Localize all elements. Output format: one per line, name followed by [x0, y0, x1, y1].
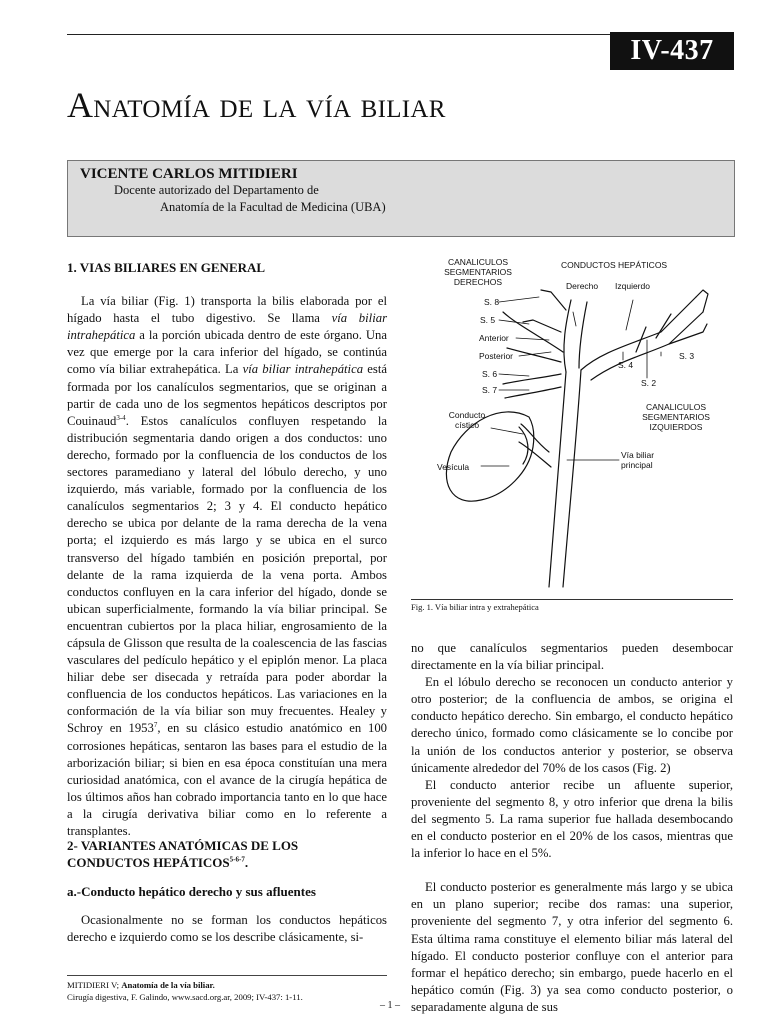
- section2-paragraph: Ocasionalmente no se forman los conductos hepáticos derecho e izquierdo como se los describe clásicamente, si-: [67, 913, 387, 945]
- leader-s8: [499, 297, 539, 302]
- label-line: DERECHOS: [453, 277, 503, 287]
- label-s4: S. 4: [618, 360, 634, 370]
- section1: [67, 259, 387, 840]
- right-duct-left-edge: [564, 300, 571, 372]
- right-duct-right-edge: [579, 302, 587, 368]
- label-line: SEGMENTARIOS: [642, 412, 710, 422]
- section1-heading: 1. VIAS BILIARES EN GENERAL: [67, 260, 266, 275]
- figure-caption: Fig. 1. Vía biliar intra y extrahepática: [411, 602, 539, 612]
- label-vesicula: Vesícula: [437, 462, 470, 472]
- branch-s7: [505, 387, 561, 398]
- label-line: CANALICULOS: [646, 402, 706, 412]
- paragraph: no que canalículos segmentarios pueden desembocar directamente en la vía biliar principal.: [411, 641, 733, 673]
- main-duct-right-edge: [563, 370, 581, 587]
- section2-heading: [67, 837, 387, 871]
- figure-1: [411, 252, 733, 604]
- heading-line: 2- VARIANTES ANATÓMICAS DE LOS: [67, 838, 299, 853]
- label-line: CANALICULOS: [448, 257, 508, 267]
- leader-s6: [499, 374, 529, 376]
- text-run: está formada por los canalículos segmentarios, que se originan a partir de cada uno de los segmentos hepáticos descriptos por Couinaud: [67, 362, 387, 428]
- footer-source: Cirugía digestiva, F. Galindo, www.sacd.org.ar, 2009; IV-437: 1-11.: [67, 992, 303, 1002]
- italic-term: vía biliar intrahepática: [242, 362, 364, 377]
- leader-derecho: [573, 312, 576, 326]
- paragraph: El conducto posterior es generalmente más largo y se ubica en un plano superior; recibe dos ramas: una superior, proveniente del segmento 7, y otra inferior del segmento 6. Esta última rama constituye el elemento biliar más lateral del hígado. El conducto posterior confluye con el anterior para formar el hepático derecho; sin embargo, puede hacerlo en el hepático común (Fig. 3) ya sea como conducto posterior, o separadamente alguna de sus: [411, 880, 733, 1014]
- leader-izquierdo: [626, 300, 633, 330]
- footer-title: Anatomía de la vía biliar.: [121, 980, 215, 990]
- label-s5: S. 5: [480, 315, 496, 325]
- page-title: Anatomía de la vía biliar: [67, 85, 446, 125]
- section2: [67, 837, 387, 946]
- reference-sup: 7: [153, 721, 158, 730]
- paragraph: El conducto anterior recibe un afluente superior, proveniente del segmento 8, y otro inferior que drena la bilis del segmento 5. La rama superior fue hallada desembocando en el conducto posterior en el 20% de los casos, mientras que la inferior lo hace en el 5%.: [411, 777, 733, 861]
- text-run: La vía biliar (Fig. 1) transporta la bilis elaborada por el hígado hasta el tubo digestivo. Se llama: [67, 294, 387, 326]
- branch-anterior: [503, 312, 563, 352]
- section2-subheading: a.-Conducto hepático derecho y sus afluentes: [67, 884, 316, 900]
- footer-author: MITIDIERI V;: [67, 980, 122, 990]
- label-line: cístico: [454, 420, 480, 430]
- cystic-duct-upper: [521, 424, 549, 452]
- label-s2: S. 2: [641, 378, 657, 388]
- label-posterior: Posterior: [479, 351, 514, 361]
- label-line: principal: [621, 460, 653, 470]
- page-number: – 1 –: [380, 1000, 400, 1011]
- label-via-biliar-principal: [621, 450, 654, 470]
- author-name: VICENTE CARLOS MITIDIERI: [80, 166, 298, 182]
- italic-term: vía biliar intrahepática: [67, 311, 388, 343]
- branch-s3: [669, 324, 707, 344]
- main-duct-left-edge: [549, 372, 566, 587]
- label-s7: S. 7: [482, 385, 498, 395]
- label-line: IZQUIERDOS: [649, 422, 703, 432]
- label-canaliculos-derechos: [419, 257, 537, 287]
- paragraph: En el lóbulo derecho se reconocen un conducto anterior y otro posterior; de la confluencia de ambos, se origina el conducto hepático derecho. Sin embargo, el conducto hepático derecho único, formado como clásicamente se lo concibe por la unión de los conductos anterior y posterior, se observa únicamente alrededor del 70% de los casos (Fig. 2): [411, 675, 733, 775]
- right-column: [411, 640, 733, 1016]
- label-conductos-hepaticos: CONDUCTOS HEPÁTICOS: [561, 260, 668, 270]
- leader-anterior: [516, 338, 549, 340]
- label-derecho: Derecho: [566, 281, 599, 291]
- branch-s4: [636, 327, 646, 352]
- section1-paragraph: [67, 293, 387, 840]
- label-izquierdo: Izquierdo: [615, 281, 650, 291]
- label-anterior: Anterior: [479, 333, 509, 343]
- branch-s6: [503, 374, 561, 384]
- branch-posterior: [507, 348, 561, 362]
- heading-line: CONDUCTOS HEPÁTICOS: [67, 855, 230, 871]
- reference-sup: 3-4: [116, 413, 126, 422]
- author-affiliation-line1: Docente autorizado del Departamento de: [114, 183, 319, 197]
- left-duct-tip: [696, 290, 708, 312]
- heading-end: .: [244, 855, 249, 871]
- label-line: SEGMENTARIOS: [444, 267, 512, 277]
- author-affiliation-line2: Anatomía de la Facultad de Medicina (UBA): [160, 200, 386, 214]
- label-canaliculos-izquierdos: [631, 402, 721, 432]
- footer-rule: [67, 975, 387, 976]
- text-run: a la porción ubicada dentro de este órgano. Una vez que emerge por la cara inferior del hígado, se continúa como vía biliar extrahepática. La: [67, 328, 387, 377]
- label-s8: S. 8: [484, 297, 500, 307]
- label-s3: S. 3: [679, 351, 695, 361]
- document-code: IV-437: [610, 32, 734, 70]
- figure-rule: [411, 599, 733, 600]
- label-s6: S. 6: [482, 369, 498, 379]
- label-line: Conducto: [448, 410, 486, 420]
- branch-s8: [541, 290, 566, 310]
- leader-cistico: [491, 428, 523, 434]
- text-run: . Estos canalículos confluyen respetando la distribución segmentaria dando origen a dos conductos: uno derecho, formado por la confluencia de los conductos de los sectores paramediano y lateral del lóbulo derecho, y uno izquierdo, más variable, formado por la confluencia de los canalículos segmentarios 2; 3 y 4. El conducto hepático derecho se ubica por delante de la rama derecha de la vena porta; el izquierdo es más largo y se ubica en el surco transverso del hígado también en posición preportal, por delante de la rama izquierda de la vena porta. Ambos conductos confluyen en la cara inferior del hígado, donde se ubican superficialmente, formando la vía biliar principal. Se encuentran cubiertos por la placa hiliar, engrosamiento de la cápsula de Glisson que resulta de la coalescencia de las fascias vasculares del pedículo hepático y el epiplón menor. La placa hiliar debe ser disecada y retraída para poder abordar la confluencia de los conductos hepáticos. Las variaciones en la conformación de la vía biliar son muy frecuentes. Healey y Schroy en 1953: [67, 413, 387, 736]
- label-conducto-cistico: [441, 410, 493, 430]
- label-line: Vía biliar: [621, 450, 655, 460]
- reference-sup: 5-6-7: [229, 855, 245, 864]
- text-run: , en su clásico estudio anatómico en 100 corrosiones hepáticas, sentaron las bases para el estudio de la arborización biliar; si bien en esa época constituían una mera curiosidad anatómica, con el avance de la cirugía hepática de los últimos años han cobrado importancia tanto en lo que hace a la cirugía derivativa biliar como en lo referente a transplantes.: [67, 721, 388, 838]
- footer-citation: [67, 979, 303, 1003]
- branch-s2-upper: [656, 314, 671, 338]
- author-box: [67, 160, 735, 237]
